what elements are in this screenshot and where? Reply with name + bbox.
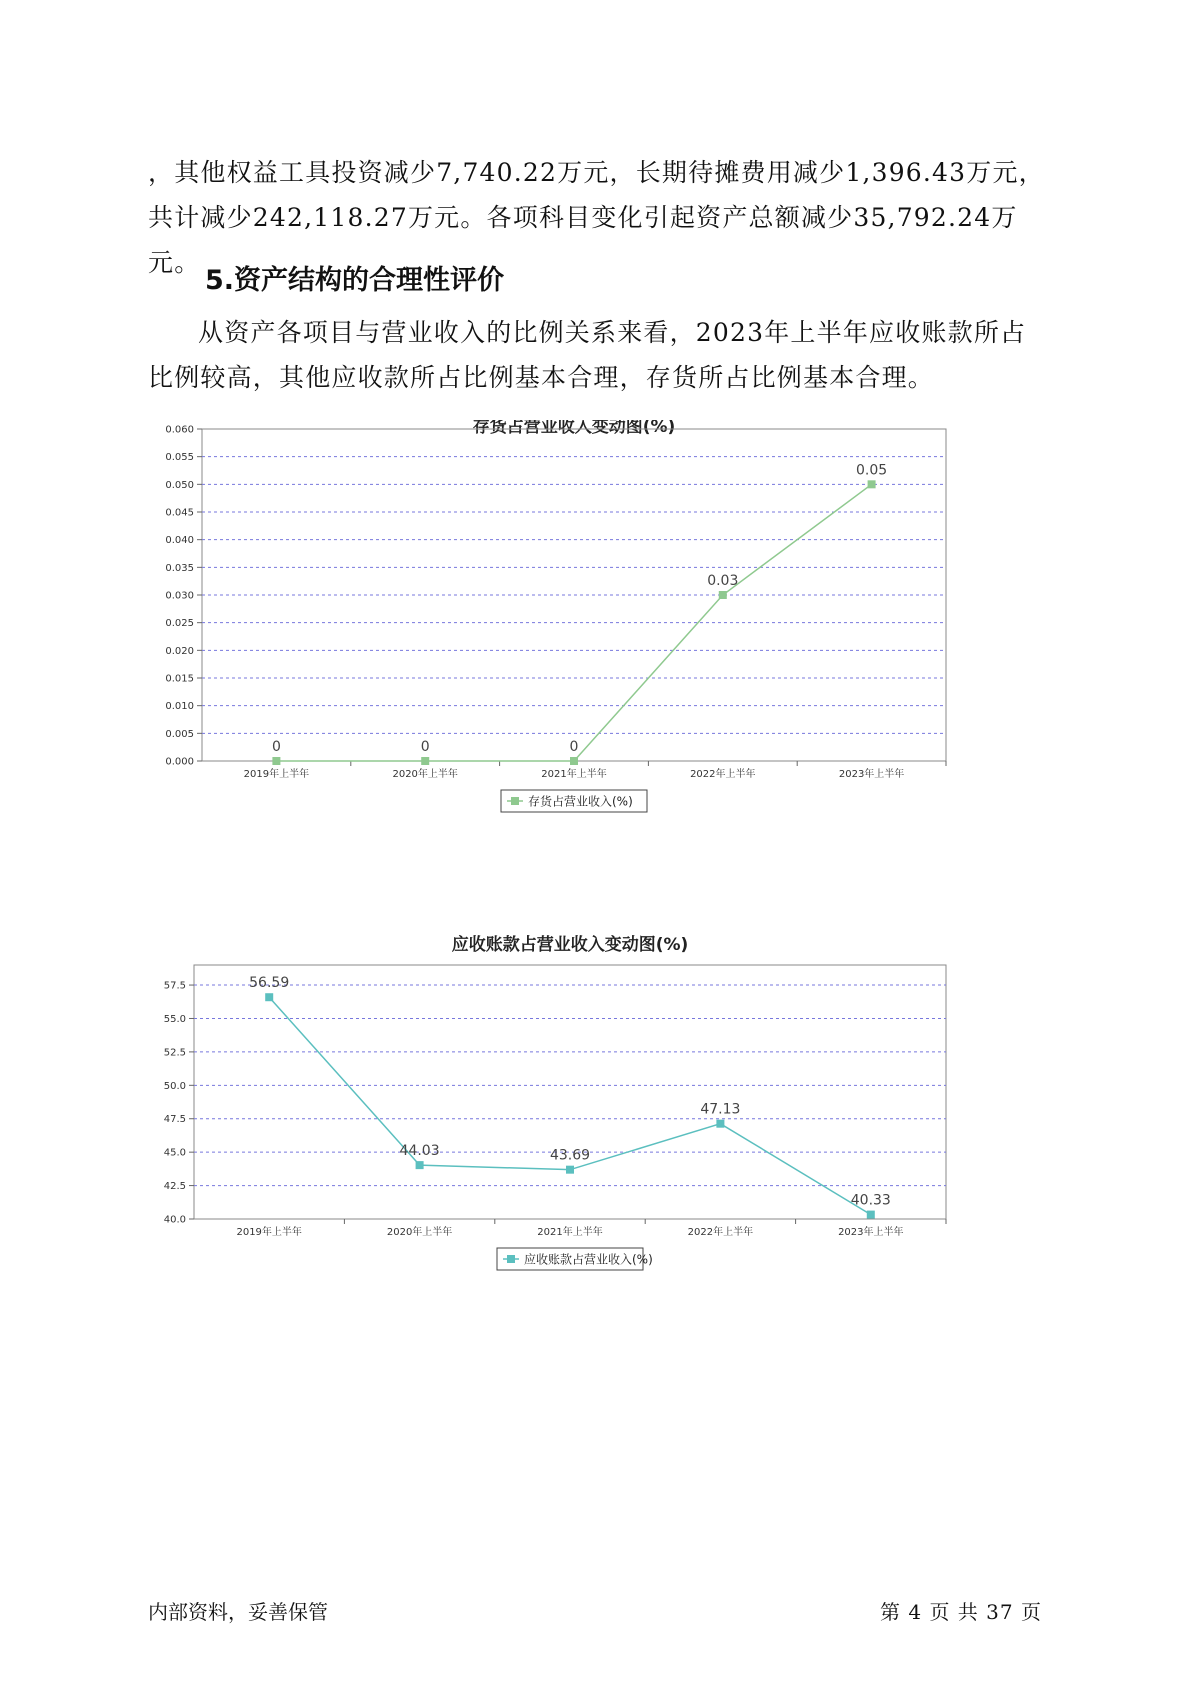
plot-area [194, 965, 946, 1219]
y-tick-label: 45.0 [163, 1147, 186, 1159]
x-tick-label: 2019年上半年 [236, 1227, 302, 1238]
series-line [269, 997, 871, 1214]
receivables-ratio-chart [148, 920, 1048, 1390]
x-tick-label: 2020年上半年 [392, 769, 458, 780]
data-point [272, 757, 280, 765]
data-label: 0 [271, 739, 281, 755]
data-point [868, 480, 876, 488]
y-tick-label: 0.025 [165, 618, 194, 630]
y-tick-label: 0.035 [165, 562, 194, 574]
y-tick-label: 57.5 [163, 980, 186, 992]
x-tick-label: 2022年上半年 [687, 1227, 754, 1238]
data-label: 40.33 [850, 1192, 891, 1209]
y-tick-label: 0.020 [165, 645, 194, 657]
inventory-ratio-chart [148, 420, 1048, 880]
y-tick-label: 0.010 [165, 701, 194, 713]
data-label: 0 [569, 739, 579, 755]
data-point [416, 1161, 424, 1169]
y-tick-label: 0.045 [165, 507, 194, 519]
data-point [566, 1166, 574, 1174]
data-point [867, 1211, 875, 1219]
legend-marker [507, 1255, 515, 1263]
data-label: 0.03 [707, 573, 739, 589]
footer-page-number: 第 4 页 共 37 页 [880, 1600, 1042, 1624]
data-point [716, 1120, 724, 1128]
data-label: 44.03 [399, 1143, 440, 1160]
y-tick-label: 0.015 [165, 673, 194, 685]
legend-marker [511, 797, 519, 805]
x-tick-label: 2022年上半年 [690, 769, 756, 780]
data-label: 0.05 [856, 462, 888, 479]
x-tick-label: 2021年上半年 [537, 1227, 603, 1238]
paragraph-asset-structure: 从资产各项目与营业收入的比例关系来看，2023年上半年应收账款所占比例较高，其他应收款所占比例基本合理，存货所占比例基本合理。 [148, 318, 1027, 392]
receivables-ratio-chart-svg [148, 920, 1048, 1390]
y-tick-label: 50.0 [163, 1080, 186, 1092]
y-tick-label: 0.055 [165, 452, 194, 464]
y-tick-label: 47.5 [163, 1114, 186, 1126]
data-point [421, 757, 429, 765]
data-point [265, 993, 273, 1001]
data-point [570, 757, 578, 765]
section-heading: 5.资产结构的合理性评价 [205, 265, 505, 296]
chart-title: 应收账款占营业收入变动图(%) [451, 935, 689, 955]
y-tick-label: 52.5 [163, 1047, 186, 1059]
footer-confidential-note: 内部资料，妥善保管 [148, 1600, 328, 1624]
x-tick-label: 2023年上半年 [838, 1227, 904, 1238]
y-tick-label: 55.0 [163, 1013, 186, 1025]
y-tick-label: 42.5 [163, 1181, 186, 1193]
data-label: 43.69 [549, 1147, 591, 1164]
y-tick-label: 0.040 [165, 535, 194, 547]
legend-label: 存货占营业收入(%) [528, 794, 633, 809]
x-tick-label: 2023年上半年 [838, 769, 905, 780]
y-tick-label: 0.060 [165, 424, 194, 436]
data-point [719, 591, 727, 599]
y-tick-label: 0.005 [165, 728, 194, 740]
legend-label: 应收账款占营业收入(%) [524, 1252, 653, 1267]
chart-title: 存货占营业收入变动图(%) [472, 420, 676, 437]
paragraph-asset-change: ，其他权益工具投资减少7,740.22万元，长期待摊费用减少1,396.43万元，共计减少242,118.27万元。各项科目变化引起资产总额减少35,792.24万元。 [148, 158, 1045, 277]
y-tick-label: 0.050 [165, 479, 194, 491]
inventory-ratio-chart-svg [148, 420, 1048, 880]
x-tick-label: 2021年上半年 [541, 769, 607, 780]
x-tick-label: 2019年上半年 [243, 769, 310, 780]
y-tick-label: 0.030 [165, 590, 194, 602]
data-label: 56.59 [249, 975, 290, 992]
x-tick-label: 2020年上半年 [386, 1227, 453, 1238]
y-tick-label: 0.000 [165, 756, 194, 768]
data-label: 0 [420, 739, 430, 755]
data-label: 47.13 [700, 1101, 741, 1118]
y-tick-label: 40.0 [163, 1214, 186, 1226]
